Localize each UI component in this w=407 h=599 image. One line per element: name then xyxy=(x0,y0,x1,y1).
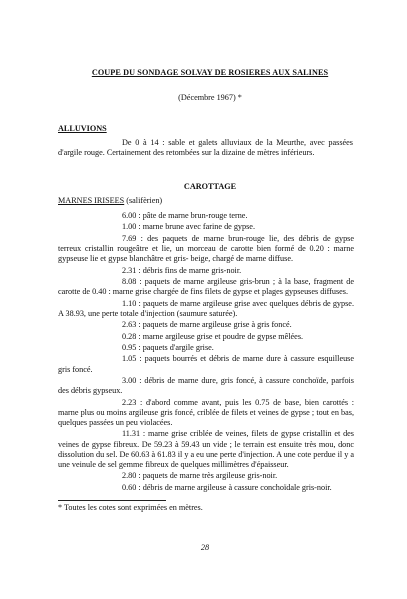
page-number: 28 xyxy=(200,543,210,552)
log-entry: 0.60 : débris de marne argileuse à cassure conchoïdale gris-noir. xyxy=(122,482,332,492)
carottage-heading: CAROTTAGE xyxy=(183,182,237,191)
log-entry: 2.23 : d'abord comme avant, puis les 0.75 de base, bien carottés : marne plus ou moins argileuse gris foncé, criblée de filets et veines de gypse ; tout en bas, quelques passées un peu violacées. xyxy=(58,397,354,427)
log-entry: 1.00 : marne brune avec farine de gypse. xyxy=(122,222,255,232)
log-entry: 11.31 : marne grise criblée de veines, filets de gypse cristallin et des veines de gypse fibreux. De 59.23 à 59.43 un vide ; le terrain est ensuite très mou, donc dissolution du sel. De 60.63 à 61.83 il y a eu une perte d'injection. A une cote perdue il y a une veinule de sel gemme fibreux de quelques millimètres d'épaisseur. xyxy=(58,429,354,469)
log-entry: 2.31 : débris fins de marne gris-noir. xyxy=(122,265,242,275)
marnes-irisees-heading xyxy=(58,196,162,205)
marnes-irisees-subtitle: (salifèrien) xyxy=(124,196,163,205)
footnote: * Toutes les cotes sont exprimées en mètres. xyxy=(58,503,203,512)
log-entry: 1.05 : paquets bourrés et débris de marne dure à cassure esquilleuse gris foncé. xyxy=(58,354,354,374)
alluvions-heading: ALLUVIONS xyxy=(58,124,107,133)
log-entry: 8.08 : paquets de marne argileuse gris-brun ; à la base, fragment de carotte de 0.40 : marne grise chargée de fins filets de gypse et plages gypseuses diffuses. xyxy=(58,276,354,297)
log-entry: 1.10 : paquets de marne argileuse grise avec quelques débris de gypse. A 38.93, une perte totale d'injection (saumure saturée). xyxy=(58,298,354,318)
log-entry: 7.69 : des paquets de marne brun-rouge lie, des débris de gypse terreux cristallin rougeâtre et lie, un morceau de carotte bien formé de 0.20 : marne gypseuse lie et gypse blanchâtre et gris- beige, chargé de marne diffuse. xyxy=(58,233,354,264)
log-entry: 2.80 : paquets de marne très argileuse gris-noir. xyxy=(122,471,278,481)
log-entry: 0.28 : marne argileuse grise et poudre de gypse mêlées. xyxy=(122,331,304,341)
page-title: COUPE DU SONDAGE SOLVAY DE ROSIERES AUX SALINES xyxy=(91,68,329,77)
log-entry: 2.63 : paquets de marne argileuse grise à gris foncé. xyxy=(122,320,292,330)
log-entry: 3.00 : débris de marne dure, gris foncé, à cassure conchoïde, parfois des débris gypseux. xyxy=(58,375,354,396)
log-entry: 6.00 : pâte de marne brun-rouge terne. xyxy=(122,211,248,220)
alluvions-paragraph: De 0 à 14 : sable et galets alluviaux de la Meurthe, avec passées d'argile rouge. Certainement des retombées sur la dizaine de mètres inférieurs. xyxy=(58,138,353,158)
marnes-irisees-label: MARNES IRISEES xyxy=(58,196,125,205)
footnote-divider xyxy=(58,500,166,501)
core-log-entries xyxy=(58,211,354,494)
date-line: (Décembre 1967) * xyxy=(178,93,242,102)
log-entry: 0.95 : paquets d'argile grise. xyxy=(122,342,214,352)
